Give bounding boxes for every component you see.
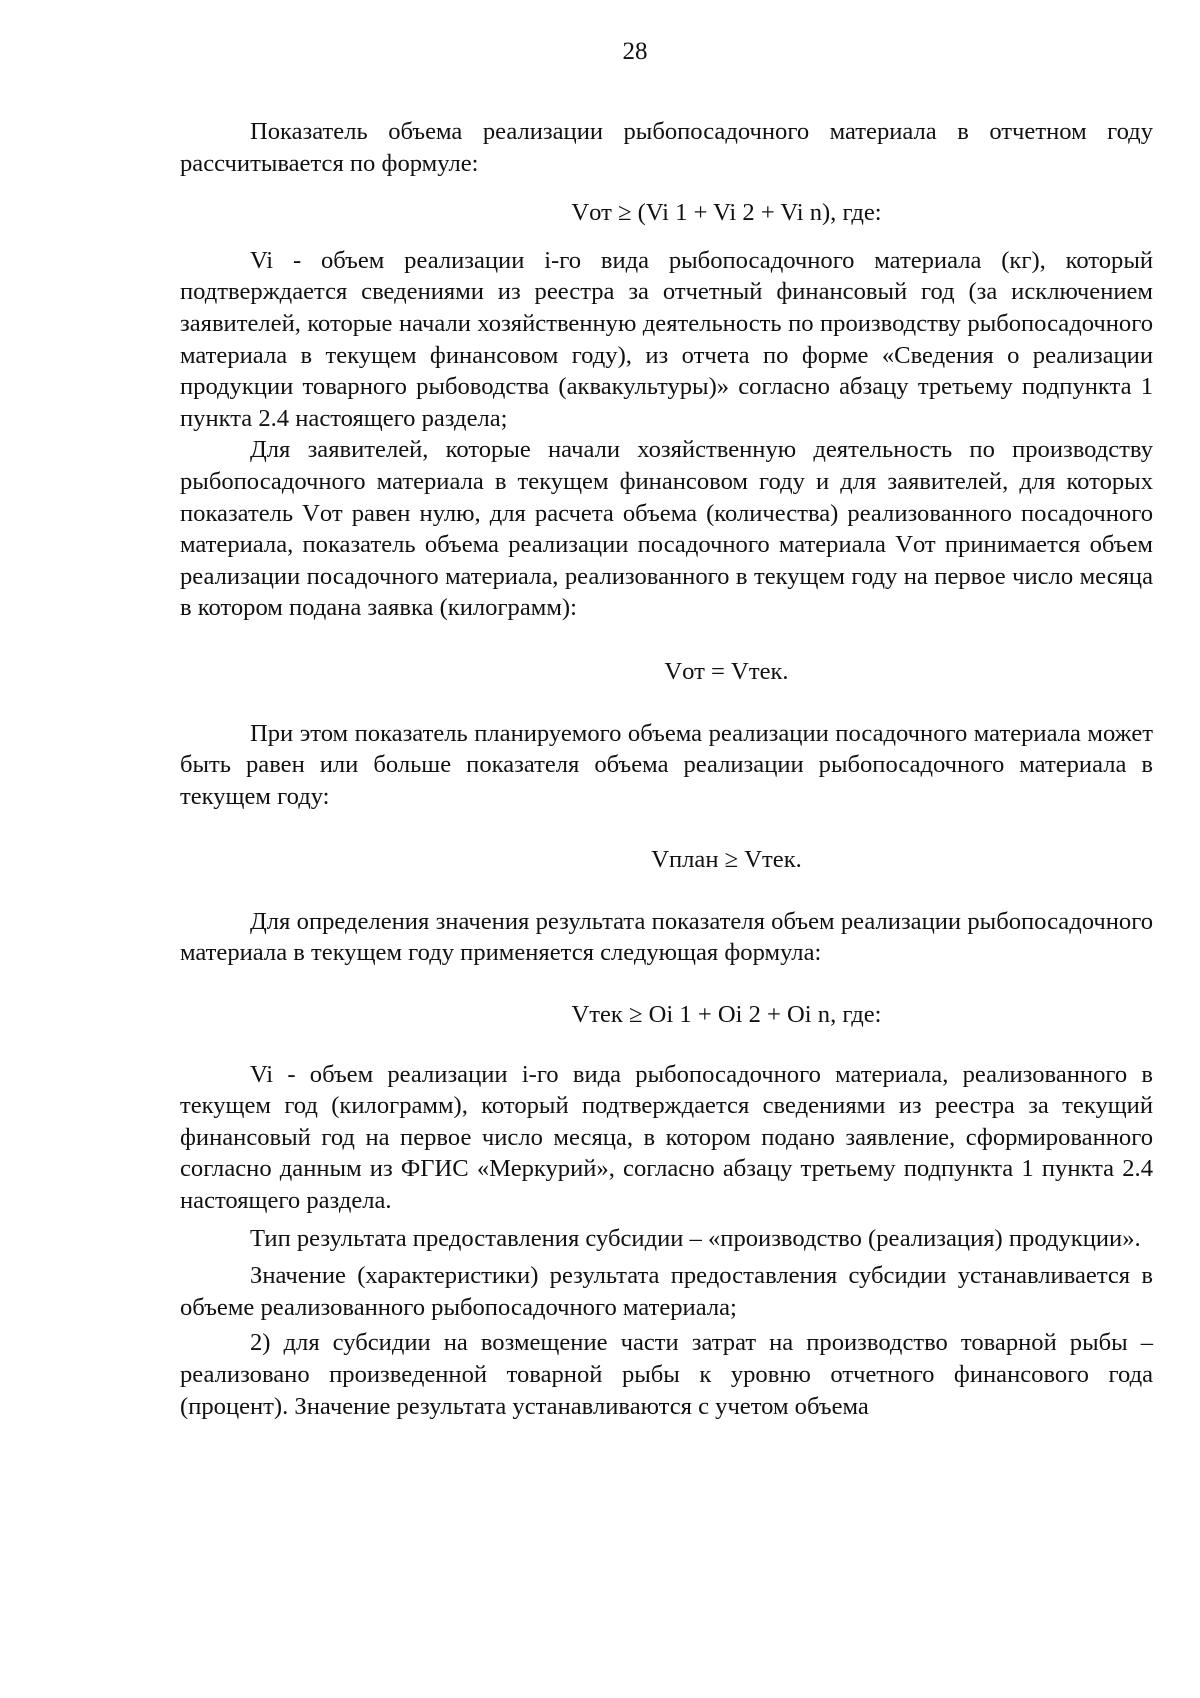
- paragraph-vi-current-year: Vi - объем реализации i-го вида рыбопосадочного материала, реализованного в текущем год (килограмм), который подтверждается сведениями из реестра за текущий финансовый год на первое число месяца, в котором подано заявление, сформированного согласно данным из ФГИС «Меркурий», согласно абзацу третьему подпункта 1 пункта 2.4 настоящего раздела.: [180, 1060, 1153, 1215]
- paragraph-result-formula: Для определения значения результата показателя объем реализации рыбопосадочного материала в текущем году применяется следующая формула:: [180, 907, 1153, 967]
- formula-vtek-sum: Vтек ≥ Oi 1 + Oi 2 + Oi n, где:: [571, 1001, 882, 1029]
- formula-vplan: Vплан ≥ Vтек.: [651, 846, 802, 874]
- formula-vot-equals-vtek: Vот = Vтек.: [664, 657, 789, 685]
- paragraph-item-2: 2) для субсидии на возмещение части затрат на производство товарной рыбы – реализовано произведенной товарной рыбы к уровню отчетного финансового года (процент). Значение результата устанавливаются с учетом объема: [180, 1329, 1153, 1420]
- paragraph-planned-volume: При этом показатель планируемого объема реализации посадочного материала может быть равен или больше показателя объема реализации рыбопосадочного материала в текущем году:: [180, 719, 1153, 810]
- document-body: [180, 116, 1153, 1422]
- formula-vot-sum: Vот ≥ (Vi 1 + Vi 2 + Vi n), где:: [571, 199, 882, 227]
- paragraph-result-type: Тип результата предоставления субсидии – «производство (реализация) продукции».: [250, 1224, 1141, 1252]
- paragraph-intro: Показатель объема реализации рыбопосадочного материала в отчетном году рассчитывается по формуле:: [180, 118, 1153, 177]
- paragraph-result-value: Значение (характеристики) результата предоставления субсидии устанавливается в объеме реализованного рыбопосадочного материала;: [180, 1262, 1153, 1321]
- page-number: 28: [622, 38, 648, 65]
- paragraph-new-applicants: Для заявителей, которые начали хозяйственную деятельность по производству рыбопосадочного материала в текущем финансовом году и для заявителей, для которых показатель Vот равен нулю, для расчета объема (количества) реализованного посадочного материала, показатель объема реализации посадочного материала Vот принимается объем реализации посадочного материала, реализованного в текущем году на первое число месяца в котором подана заявка (килограмм):: [180, 436, 1153, 622]
- paragraph-vi-definition: Vi - объем реализации i-го вида рыбопосадочного материала (кг), который подтверждается сведениями из реестра за отчетный финансовый год (за исключением заявителей, которые начали хозяйственную деятельность по производству рыбопосадочного материала в текущем финансовом году), из отчета по форме «Сведения о реализации продукции товарного рыбоводства (аквакультуры)» согласно абзацу третьему подпункта 1 пункта 2.4 настоящего раздела;: [180, 246, 1153, 432]
